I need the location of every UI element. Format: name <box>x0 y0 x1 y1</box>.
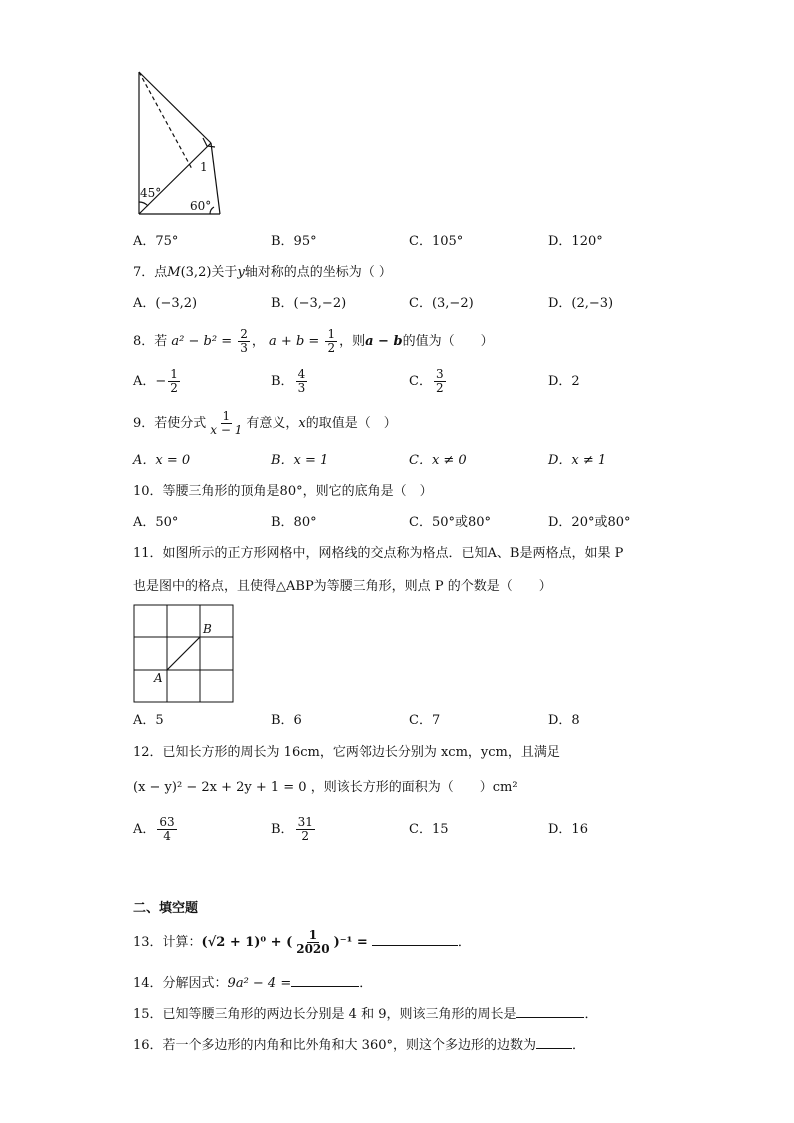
hypotenuse-edge <box>139 72 211 143</box>
q9-var: x <box>298 416 306 431</box>
q8-a-label: A． <box>133 374 156 389</box>
q13-question <box>133 928 471 958</box>
q8-f2-num: 1 <box>327 327 336 341</box>
q8-target: a − b <box>365 334 403 349</box>
q7-option-c[interactable]: C．(3,−2) <box>409 296 474 311</box>
q12-option-b[interactable] <box>271 816 317 844</box>
q16-end: ． <box>572 1038 586 1053</box>
q13-f-den: 2020 <box>296 942 330 956</box>
q7-point-coords: (3,2) <box>180 265 212 280</box>
q13-end: ． <box>457 935 471 950</box>
q8-f1-den: 3 <box>240 341 248 355</box>
q8-f2-den: 2 <box>327 341 336 355</box>
q16-answer-blank[interactable] <box>536 1034 572 1049</box>
q11-option-d[interactable]: D．8 <box>548 713 580 728</box>
q8-option-c[interactable] <box>409 368 448 396</box>
q8-expr2: a + b = <box>269 334 320 349</box>
q7-suffix: 轴对称的点的坐标为（ ） <box>244 265 392 280</box>
q12-b-fraction <box>296 816 315 843</box>
q8-suffix: 的值为（ ） <box>402 334 494 349</box>
section-title-fill-in: 二、填空题 <box>133 901 199 916</box>
q7-option-b[interactable]: B．(−3,−2) <box>271 296 347 311</box>
q7-option-a[interactable]: A．(−3,2) <box>133 296 198 311</box>
q8-expr1: a² − b² = <box>171 334 233 349</box>
q8-fraction-2 <box>325 328 337 355</box>
q16-question <box>133 1034 585 1055</box>
q8-b-num: 4 <box>297 367 306 381</box>
q15-text: 15．已知等腰三角形的两边长分别是 4 和 9，则该三角形的周长是 <box>133 1007 517 1022</box>
triangle-figure <box>130 66 230 218</box>
q12-option-a[interactable] <box>133 816 179 844</box>
q7-point-label: M <box>167 265 181 280</box>
q8-f1-num: 2 <box>240 327 248 341</box>
dashed-line <box>139 72 192 169</box>
segment-ab <box>167 637 200 670</box>
q9-option-b[interactable]: B．x = 1 <box>271 453 329 468</box>
q13-f-num: 1 <box>308 928 318 942</box>
q8-a-den: 2 <box>170 381 178 395</box>
q11-option-b[interactable]: B．6 <box>271 713 302 728</box>
q12-b-num: 31 <box>297 815 313 829</box>
q11-line1: 11．如图所示的正方形网格中，网格线的交点称为格点．已知A、B是两格点，如果 P <box>133 546 624 561</box>
q9-option-a[interactable]: A．x = 0 <box>133 453 191 468</box>
point-b-label: B <box>203 622 212 636</box>
q11-option-c[interactable]: C．7 <box>409 713 441 728</box>
angle-arc-45 <box>139 202 148 206</box>
q8-question <box>133 328 494 356</box>
q9-option-c[interactable]: C．x ≠ 0 <box>409 453 467 468</box>
q13-expr-a: (√2 + 1)⁰ + ( <box>201 935 293 950</box>
q10-option-d[interactable]: D．20°或80° <box>548 515 631 530</box>
q6-option-d[interactable]: D．120° <box>548 234 603 249</box>
angle-label-1: 1 <box>200 160 208 174</box>
square-grid-figure <box>133 604 235 704</box>
q8-c-den: 2 <box>435 381 444 395</box>
short-edge <box>211 143 220 214</box>
q8-c-label: C． <box>409 374 432 389</box>
q12-a-fraction <box>157 816 176 843</box>
q12-a-den: 4 <box>163 829 171 843</box>
q7-option-d[interactable]: D．(2,−3) <box>548 296 614 311</box>
q6-option-a[interactable]: A．75° <box>133 234 179 249</box>
q8-a-fraction <box>168 368 180 395</box>
q10-option-c[interactable]: C．50°或80° <box>409 515 492 530</box>
q8-fraction-1 <box>238 328 250 355</box>
q14-expr: 9a² − 4 = <box>227 976 292 991</box>
q7-axis: y <box>237 265 245 280</box>
q9-prefix: 9．若使分式 <box>133 416 207 431</box>
q8-sep: ， <box>251 334 265 349</box>
angle-label-60: 60° <box>190 199 212 213</box>
q8-c-num: 3 <box>435 367 444 381</box>
q9-option-d[interactable]: D．x ≠ 1 <box>548 453 607 468</box>
q10-question: 10．等腰三角形的顶角是80°，则它的底角是（ ） <box>133 484 433 499</box>
q8-prefix: 8．若 <box>133 334 168 349</box>
q11-line2: 也是图中的格点，且使得△ABP为等腰三角形，则点 P 的个数是（ ） <box>133 579 552 594</box>
q15-end: ． <box>584 1007 598 1022</box>
q12-a-label: A． <box>133 822 156 837</box>
q9-f-den: x − 1 <box>210 423 243 437</box>
q10-option-a[interactable]: A．50° <box>133 515 179 530</box>
q8-c-fraction <box>434 368 446 395</box>
q8-option-d[interactable]: D．2 <box>548 374 580 389</box>
q8-a-num: 1 <box>170 367 178 381</box>
q7-question <box>133 264 392 282</box>
q13-answer-blank[interactable] <box>372 931 458 946</box>
q8-b-fraction <box>296 368 308 395</box>
q12-line2: (x − y)² − 2x + 2y + 1 = 0 ，则该长方形的面积为（ ）cm² <box>133 780 518 795</box>
q9-f-num: 1 <box>222 409 231 423</box>
q9-suffix: 的取值是（ ） <box>305 416 397 431</box>
q8-option-b[interactable] <box>271 368 309 396</box>
q14-prefix: 14．分解因式： <box>133 976 228 991</box>
q15-answer-blank[interactable] <box>516 1003 584 1018</box>
q15-question <box>133 1003 598 1024</box>
q6-option-b[interactable]: B．95° <box>271 234 317 249</box>
q12-line1: 12．已知长方形的周长为 16cm，它两邻边长分别为 xcm，ycm，且满足 <box>133 745 560 760</box>
q10-option-b[interactable]: B．80° <box>271 515 317 530</box>
point-a-label: A <box>154 671 163 685</box>
q12-b-label: B． <box>271 822 294 837</box>
q13-prefix: 13．计算： <box>133 935 202 950</box>
q13-expr-b: )⁻¹ = <box>333 935 368 950</box>
q9-fraction <box>208 410 244 437</box>
q14-end: ． <box>359 976 373 991</box>
q9-question <box>133 410 397 438</box>
q12-a-num: 63 <box>159 815 175 829</box>
q9-mid: 有意义， <box>246 416 299 431</box>
q12-option-d[interactable]: D．16 <box>548 822 588 837</box>
q8-b-den: 3 <box>297 381 306 395</box>
q14-question <box>133 972 372 993</box>
q13-fraction <box>294 929 331 956</box>
q11-option-a[interactable]: A．5 <box>133 713 164 728</box>
q8-option-a[interactable] <box>133 368 182 396</box>
q12-option-c[interactable]: C．15 <box>409 822 449 837</box>
angle-label-45: 45° <box>140 186 162 200</box>
q7-prefix: 7．点 <box>133 265 168 280</box>
q12-b-den: 2 <box>301 829 310 843</box>
q7-mid: 关于 <box>211 265 238 280</box>
q16-text: 16．若一个多边形的内角和比外角和大 360°，则这个多边形的边数为 <box>133 1038 536 1053</box>
q8-mid: ，则 <box>339 334 366 349</box>
right-angle-mark <box>203 138 215 147</box>
q14-answer-blank[interactable] <box>291 972 359 987</box>
q6-option-c[interactable]: C．105° <box>409 234 464 249</box>
q8-a-sign: − <box>155 374 167 389</box>
q8-b-label: B． <box>271 374 294 389</box>
